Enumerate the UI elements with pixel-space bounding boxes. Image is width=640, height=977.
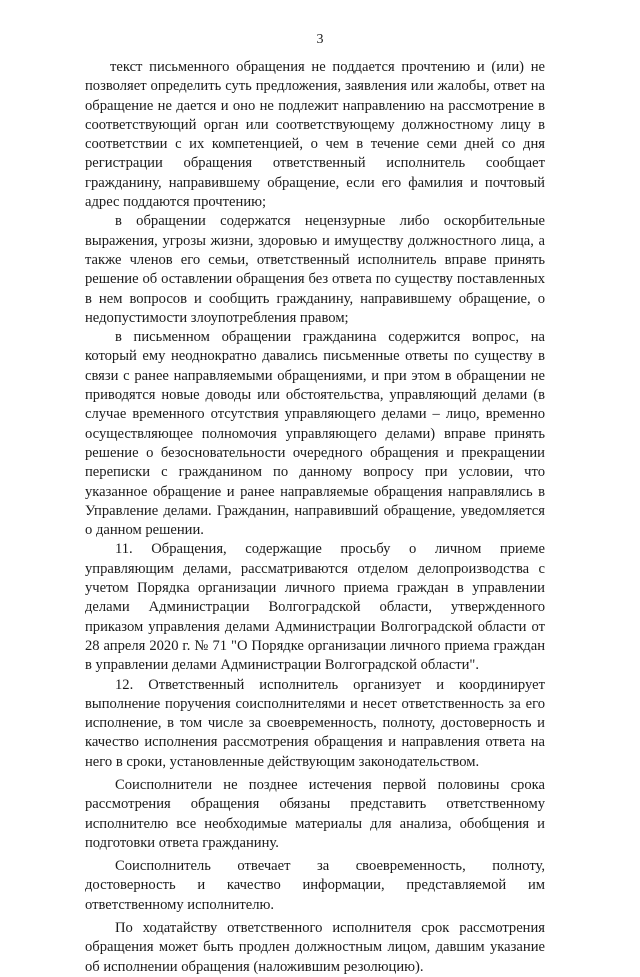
paragraph-unreadable-text: текст письменного обращения не поддается прочтению и (или) не позволяет определить суть предложения, заявления или жалобы, ответ на обращение не дается и оно не подлежит направлению на рассмотрение в соответствующий орган или соответствующему должностному лицу в соответствии с их компетенцией, о чем в течение семи дней со дня регистрации обращения ответственный исполнитель сообщает гражданину, направившему обращение, если его фамилия и почтовый адрес поддаются прочтению;: [85, 59, 545, 211]
paragraph-repeated-question: в письменном обращении гражданина содержится вопрос, на который ему неоднократно давались письменные ответы по существу в связи с ранее направляемыми обращениями, и при этом в обращении не приводятся новые доводы или обстоятельства, управляющий делами (в случае временного отсутствия управляющего делами – лицо, временно осуществляющее полномочия управляющего делами) вправе принять решение о безосновательности очередного обращения и прекращении переписки с гражданином по данному вопросу при условии, что указанное обращение и ранее направляемые обращения направлялись в Управление делами. Гражданин, направивший обращение, уведомляется о данном решении.: [85, 329, 545, 539]
paragraph-co-executors-deadline: Соисполнители не позднее истечения первой половины срока рассмотрения обращения обязаны представить ответственному исполнителю все необходимые материалы для анализа, обобщения и подготовки ответа гражданину.: [85, 776, 545, 851]
paragraph-co-executor-responsibility: Соисполнитель отвечает за своевременность, полноту, достоверность и качество информации, представляемой им ответственному исполнителю.: [85, 858, 545, 913]
paragraph-item-11: 11. Обращения, содержащие просьбу о личном приеме управляющим делами, рассматриваются отделом делопроизводства с учетом Порядка организации личного приема граждан в управлении делами Администрации Волгоградской области, утвержденного приказом управления делами Администрации Волгоградской области от 28 апреля 2020 г. № 71 "О Порядке организации личного приема граждан в управлении делами Администрации Волгоградской области".: [85, 541, 545, 674]
page-number: 3: [316, 32, 324, 47]
paragraph-term-extension: По ходатайству ответственного исполнителя срок рассмотрения обращения может быть продлен должностным лицом, давшим указание об исполнении обращения (наложившим резолюцию).: [85, 920, 545, 975]
paragraph-item-12: 12. Ответственный исполнитель организует и координирует выполнение поручения соисполнителями и несет ответственность за его исполнение, в том числе за своевременность, полноту, достоверность и качество исполнения рассмотрения обращения и направления ответа на него в сроки, установленные действующим законодательством.: [85, 676, 545, 770]
paragraph-offensive-language: в обращении содержатся нецензурные либо оскорбительные выражения, угрозы жизни, здоровью и имуществу должностного лица, а также членов его семьи, ответственный исполнитель вправе принять решение об оставлении обращения без ответа по существу поставленных в нем вопросов и сообщить гражданину, направившему обращение, о недопустимости злоупотребления правом;: [85, 213, 545, 326]
document-body: [85, 58, 545, 977]
